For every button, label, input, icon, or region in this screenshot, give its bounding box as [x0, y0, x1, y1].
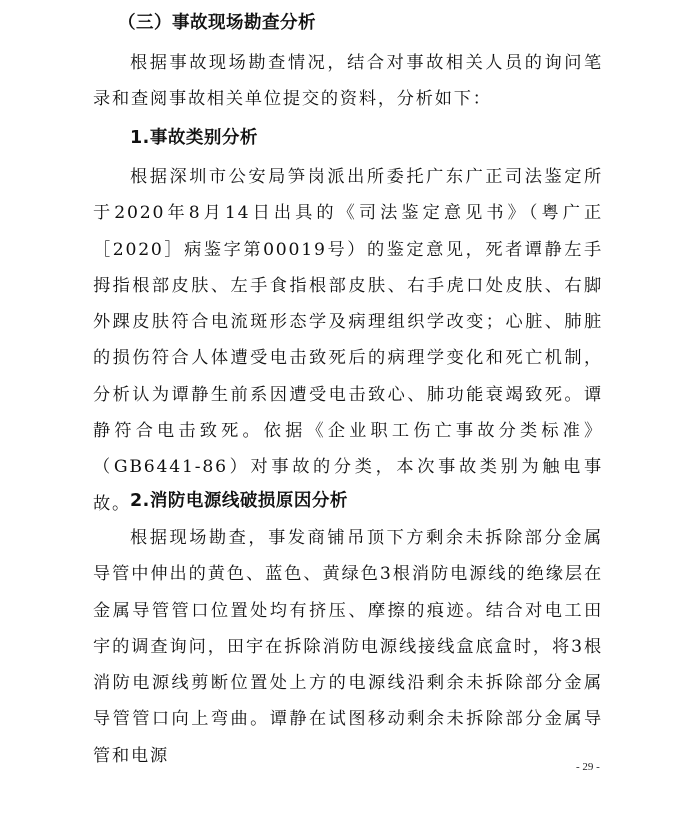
subsection-heading-accident-category: 1.事故类别分析 [130, 128, 258, 148]
section-heading: （三）事故现场勘查分析 [118, 13, 316, 33]
accident-category-paragraph: 根据深圳市公安局笋岗派出所委托广东广正司法鉴定所于2020年8月14日出具的《司法鉴定意见书》（粤广正［2020］病鉴字第00019号）的鉴定意见，死者谭静左手拇指根部皮肤、左手食指根部皮肤、右手虎口处皮肤、右脚外踝皮肤符合电流斑形态学及病理组织学改变；心脏、肺脏的损伤符合人体遭受电击致死后的病理学变化和死亡机制，分析认为谭静生前系因遭受电击致心、肺功能衰竭致死。谭静符合电击致死。依据《企业职工伤亡事故分类标准》（GB6441-86）对事故的分类，本次事故类别为触电事故。 [93, 167, 603, 514]
cable-damage-paragraph: 根据现场勘查，事发商铺吊顶下方剩余未拆除部分金属导管中伸出的黄色、蓝色、黄绿色3根消防电源线的绝缘层在金属导管管口位置处均有挤压、摩擦的痕迹。结合对电工田宇的调查询问，田宇在拆除消防电源线接线盒底盒时，将3根消防电源线剪断位置处上方的电源线沿剩余未拆除部分金属导管管口向上弯曲。谭静在试图移动剩余未拆除部分金属导管和电源 [93, 528, 603, 766]
subsection-heading-cable-damage: 2.消防电源线破损原因分析 [130, 491, 348, 511]
page-number: - 29 - [576, 761, 600, 773]
intro-paragraph: 根据事故现场勘查情况，结合对事故相关人员的询问笔录和查阅事故相关单位提交的资料，分析如下： [93, 53, 603, 110]
